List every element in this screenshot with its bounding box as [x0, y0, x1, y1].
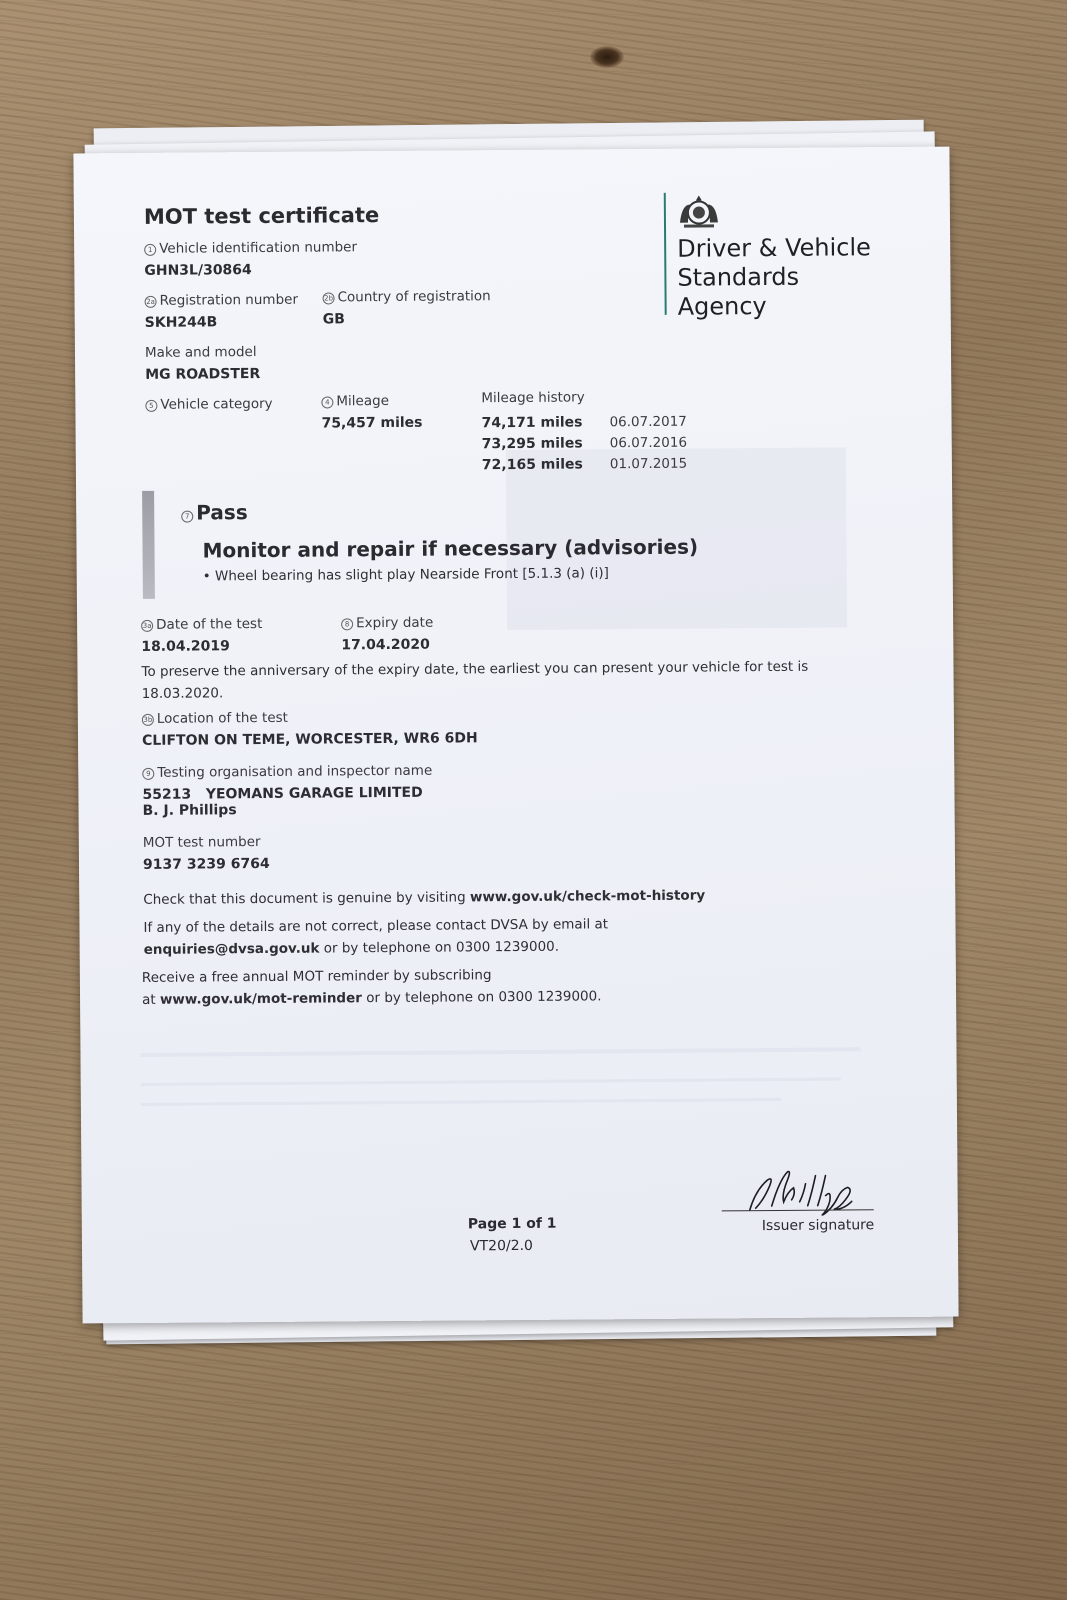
test-date-value: 18.04.2019: [141, 638, 230, 655]
field-number-icon: 2b: [323, 292, 335, 304]
royal-crest-icon: [674, 192, 724, 232]
field-number-icon: 9: [142, 768, 154, 780]
history-date: 06.07.2016: [609, 434, 688, 452]
check-genuine-text: Check that this document is genuine by visiting www.gov.uk/check-mot-history: [143, 887, 706, 908]
mileage-history-row: [482, 432, 687, 455]
mileage-value: 75,457 miles: [321, 414, 423, 432]
mileage-history-label: Mileage history: [481, 389, 585, 407]
mileage-history-list: [481, 411, 687, 476]
history-date: 01.07.2015: [609, 455, 688, 473]
registration-label: 2a Registration number: [146, 291, 299, 309]
history-miles: 73,295 miles: [481, 435, 583, 453]
registration-value: SKH244B: [144, 314, 218, 331]
result-status: 7 Pass: [181, 500, 248, 525]
mileage-label: 4 Mileage: [321, 393, 389, 410]
history-miles: 74,171 miles: [481, 414, 583, 432]
location-label: 3b Location of the test: [143, 709, 288, 727]
location-value: CLIFTON ON TEME, WORCESTER, WR6 6DH: [141, 730, 478, 749]
mileage-history-row: [482, 453, 687, 476]
vin-value: GHN3L/30864: [144, 262, 252, 279]
vehicle-category-label: 5 Vehicle category: [145, 396, 272, 413]
contact-text: [143, 913, 608, 961]
form-code: VT20/2.0: [469, 1237, 534, 1255]
contact-email-link[interactable]: enquiries@dvsa.gov.uk: [143, 940, 320, 958]
test-number-label: MOT test number: [142, 834, 261, 851]
mot-reminder-link[interactable]: www.gov.uk/mot-reminder: [159, 990, 362, 1008]
mileage-history-row: [481, 411, 686, 434]
field-number-icon: 3a: [141, 620, 153, 632]
history-date: 06.07.2017: [609, 413, 687, 431]
agency-divider: [664, 193, 667, 315]
contact-line: enquiries@dvsa.gov.uk or by telephone on 0300 1239000.: [143, 938, 560, 958]
check-mot-history-link[interactable]: www.gov.uk/check-mot-history: [469, 887, 706, 906]
vin-label: 1 Vehicle identification number: [144, 239, 357, 257]
country-value: GB: [322, 311, 345, 328]
organisation-value: [142, 785, 422, 803]
field-number-icon: 7: [181, 511, 193, 523]
agency-line: Standards: [677, 262, 800, 292]
inspector-name: B. J. Phillips: [142, 802, 237, 819]
organisation-label: 9 Testing organisation and inspector name: [142, 763, 432, 781]
certificate-title: MOT test certificate: [143, 203, 380, 229]
advisories-heading: Monitor and repair if necessary (advisories): [202, 534, 699, 563]
show-through-line: [141, 1098, 781, 1106]
agency-line: Driver & Vehicle: [677, 233, 871, 263]
agency-name: [677, 233, 871, 322]
make-model-value: MG ROADSTER: [145, 365, 261, 383]
field-number-icon: 1: [144, 244, 156, 256]
page-number: Page 1 of 1: [467, 1215, 557, 1233]
result-indicator-bar: [142, 491, 155, 599]
show-through-line: [140, 1047, 860, 1057]
contact-line: If any of the details are not correct, please contact DVSA by email at: [143, 916, 609, 936]
wood-knot: [590, 46, 624, 68]
note-line: To preserve the anniversary of the expiry date, the earliest you can present your vehicle for test is: [141, 658, 809, 680]
field-number-icon: 8: [341, 618, 353, 630]
country-label: 2b Country of registration: [324, 288, 491, 306]
make-model-label: Make and model: [144, 344, 257, 361]
expiry-date-value: 17.04.2020: [341, 636, 430, 654]
organisation-code: 55213: [142, 786, 192, 803]
test-date-label: 3a Date of the test: [142, 615, 263, 633]
field-number-icon: 2a: [145, 296, 157, 308]
mot-certificate-page: [73, 147, 958, 1324]
expiry-date-label: 8 Expiry date: [341, 615, 433, 632]
show-through-line: [141, 1077, 841, 1085]
field-number-icon: 5: [145, 400, 157, 412]
agency-line: Agency: [677, 292, 767, 321]
reminder-text: [142, 963, 602, 1011]
reminder-line: Receive a free annual MOT reminder by subscribing: [141, 967, 492, 986]
issuer-signature-label: Issuer signature: [761, 1217, 875, 1235]
test-number-value: 9137 3239 6764: [142, 855, 270, 873]
field-number-icon: 3b: [142, 714, 154, 726]
expiry-note: [141, 656, 808, 705]
history-miles: 72,165 miles: [481, 456, 583, 474]
reminder-line: at www.gov.uk/mot-reminder or by telephone on 0300 1239000.: [142, 988, 602, 1008]
advisory-item: • Wheel bearing has slight play Nearside Front [5.1.3 (a) (i)]: [202, 565, 609, 585]
field-number-icon: 4: [321, 396, 333, 408]
organisation-name: YEOMANS GARAGE LIMITED: [205, 784, 423, 803]
note-line: 18.03.2020.: [141, 685, 224, 702]
